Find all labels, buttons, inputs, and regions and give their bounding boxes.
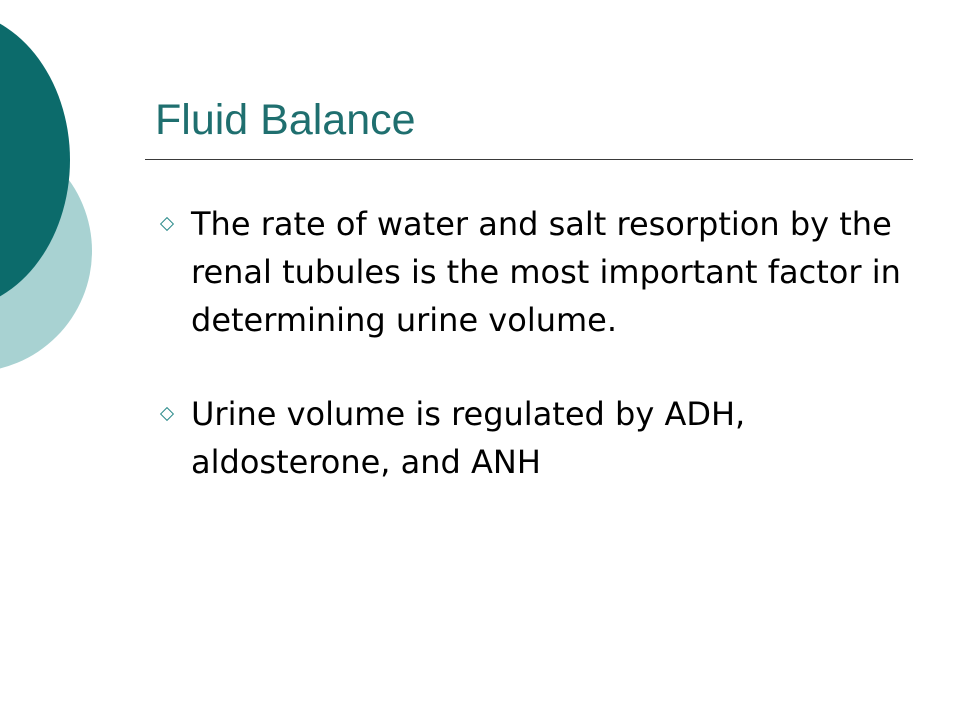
bullet-text: The rate of water and salt resorption by the renal tubules is the most important factor in determining urine volume. — [191, 205, 901, 339]
bullet-list — [160, 200, 920, 486]
bullet-text: Urine volume is regulated by ADH, aldosterone, and ANH — [191, 395, 746, 481]
bullet-item — [160, 390, 920, 486]
bullet-diamond-icon — [160, 407, 174, 421]
bullet-diamond-icon — [160, 217, 174, 231]
title-divider — [145, 159, 913, 160]
slide-title: Fluid Balance — [155, 96, 416, 144]
bullet-item — [160, 200, 920, 344]
